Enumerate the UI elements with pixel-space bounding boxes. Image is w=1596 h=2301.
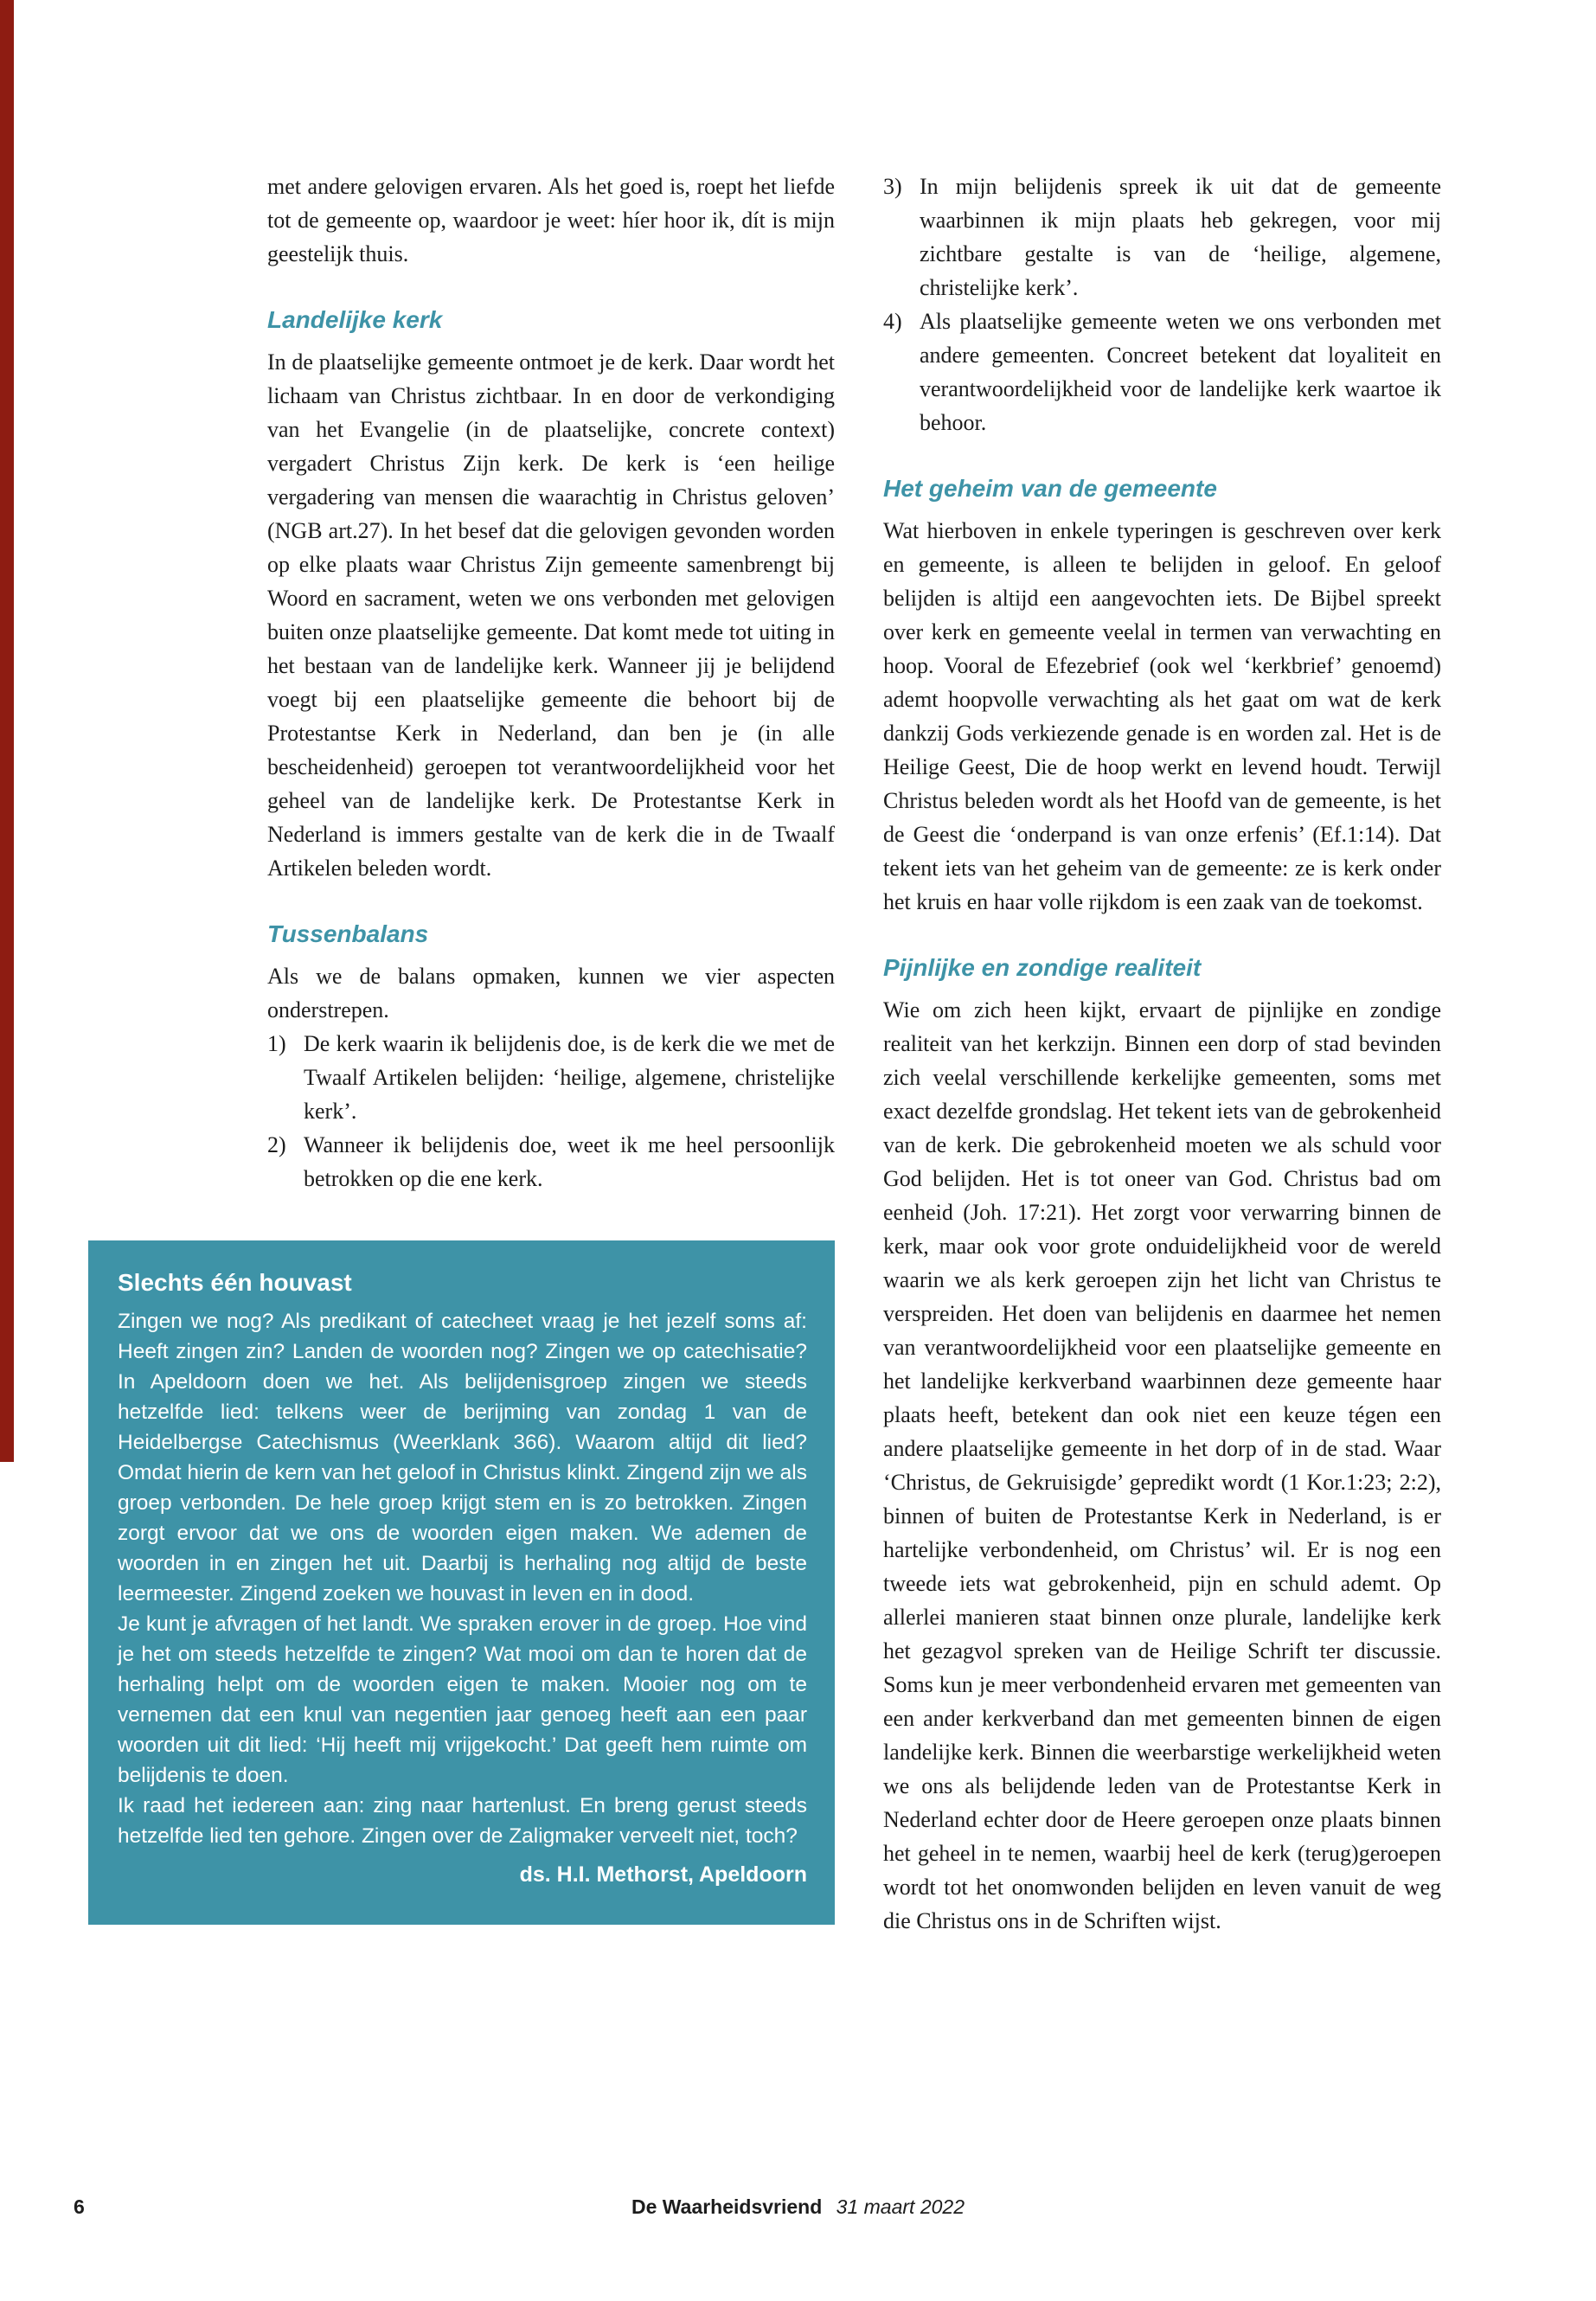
section-heading-pijnlijke-realiteit: Pijnlijke en zondige realiteit [883,954,1202,981]
section-heading-tussenbalans: Tussenbalans [267,920,429,947]
paragraph-geheim-gemeente: Wat hierboven in enkele typeringen is geschreven over kerk en gemeente, is alleen te belijden in geloof. En geloof belijden is altijd een aangevochten iets. De Bijbel spreekt over kerk en gemeente veelal in termen van verwachting en hoop. Vooral de Efezebrief (ook wel ‘kerkbrief’ genoemd) ademt hoopvolle verwachting als het gaat om wat de kerk dankzij Gods verkiezende genade is en worden zal. Het is de Heilige Geest, Die de hoop werkt en levend houdt. Terwijl Christus beleden wordt als het Hoofd van de gemeente, is het de Geest die ‘onderpand is van onze erfenis’ (Ef.1:14). Dat tekent iets van het geheim van de gemeente: ze is kerk onder het kruis en haar volle rijkdom is een zaak van de toekomst. [883,518,1441,914]
page-footer [0,2195,1596,2219]
list-item-4 [883,304,1441,439]
red-accent-bar [0,0,14,1462]
issue-date: 31 maart 2022 [836,2195,965,2218]
magazine-name: De Waarheidsvriend [631,2195,823,2218]
callout-box [88,1240,835,1925]
callout-author: ds. H.I. Methorst, Apeldoorn [519,1862,807,1887]
footer-center [0,2195,1596,2219]
list-marker: 2) [267,1132,286,1157]
left-column [118,170,835,1925]
right-column [883,170,1441,1938]
list-marker: 4) [883,309,902,334]
list-item-3 [883,170,1441,304]
callout-paragraph-1: Zingen we nog? Als predikant of catecheet vraag je het jezelf soms af: Heeft zingen zin? Landen de woorden nog? Zingen we op catechisatie? In Apeldoorn doen we het. Als belijdenisgroep zingen we steeds hetzelfde lied: telkens weer de berijming van zondag 1 van de Heidelbergse Catechismus (Weerklank 366). Waarom altijd dit lied? Omdat hierin de kern van het geloof in Christus klinkt. Zingend zijn we als groep verbonden. De hele groep krijgt stem en is zo betrokken. Zingen zorgt ervoor dat we ons de woorden eigen maken. We ademen de woorden in en zingen het uit. Daarbij is herhaling nog altijd de beste leermeester. Zingend zoeken we houvast in leven en in dood. [118,1310,807,1606]
paragraph-pijnlijke-realiteit: Wie om zich heen kijkt, ervaart de pijnlijke en zondige realiteit van het kerkzijn. Binnen een dorp of stad bevinden zich veelal verschillende kerkelijke gemeenten, soms met exact dezelfde grondslag. Het tekent iets van de gebrokenheid van de kerk. Die gebrokenheid moeten we als schuld voor God belijden. Het is tot oneer van God. Christus bad om eenheid (Joh. 17:21). Het zorgt voor verwarring binnen de kerk, maar ook voor grote onduidelijkheid voor de wereld waarin we als kerk geroepen zijn het licht van Christus te verspreiden. Het doen van belijdenis en daarmee het nemen van verantwoordelijkheid voor een plaatselijke gemeente en het landelijke kerkverband waarbinnen deze gemeente haar plaats heeft, betekent dan ook niet een keuze tégen een andere plaatselijke gemeente in het dorp of in de stad. Waar ‘Christus, de Gekruisigde’ gepredikt wordt (1 Kor.1:23; 2:2), binnen of buiten de Protestantse Kerk in Nederland, is er hartelijke verbondenheid, om Christus’ wil. Er is nog een tweede iets wat gebrokenheid, pijn en schuld ademt. Op allerlei manieren staat binnen onze plurale, landelijke kerk het gezagvol spreken van de Heilige Schrift ter discussie. Soms kun je meer verbondenheid ervaren met gemeenten van een ander kerkverband dan met gemeenten binnen de eigen landelijke kerk. Binnen die weerbarstige werkelijkheid weten we ons als belijdende leden van de Protestantse Kerk in Nederland echter door de Heere geroepen onze plaats binnen het geheel in te nemen, waarbij heel de kerk (terug)geroepen wordt tot het onomwonden belijden en leven vanuit de weg die Christus ons in de Schriften wijst. [883,997,1441,1933]
list-text: In mijn belijdenis spreek ik uit dat de gemeente waarbinnen ik mijn plaats heb gekregen, voor mij zichtbare gestalte is van de ‘heilige, algemene, christelijke kerk’. [920,174,1441,300]
numbered-list-1-2 [267,1027,835,1195]
callout-title: Slechts één houvast [118,1269,352,1296]
intro-paragraph: met andere gelovigen ervaren. Als het goed is, roept het liefde tot de gemeente op, waardoor je weet: híer hoor ik, dít is mijn geestelijk thuis. [267,174,835,266]
list-text: Wanneer ik belijdenis doe, weet ik me heel persoonlijk betrokken op die ene kerk. [304,1132,835,1191]
paragraph-tussenbalans: Als we de balans opmaken, kunnen we vier aspecten onderstrepen. [267,964,835,1022]
article-body [118,170,1441,1938]
list-item-2 [267,1128,835,1195]
list-text: De kerk waarin ik belijdenis doe, is de kerk die we met de Twaalf Artikelen belijden: ‘heilige, algemene, christelijke kerk’. [304,1031,835,1124]
list-marker: 3) [883,174,902,199]
section-heading-geheim-gemeente: Het geheim van de gemeente [883,475,1217,502]
list-marker: 1) [267,1031,286,1056]
list-text: Als plaatselijke gemeente weten we ons verbonden met andere gemeenten. Concreet betekent dat loyaliteit en verantwoordelijkheid voor de landelijke kerk waartoe ik behoor. [920,309,1441,435]
section-heading-landelijke-kerk: Landelijke kerk [267,306,443,333]
callout-paragraph-2: Je kunt je afvragen of het landt. We spraken erover in de groep. Hoe vind je het om steeds hetzelfde te zingen? Wat mooi om dan te horen dat de herhaling helpt om de woorden eigen te maken. Mooier nog om te vernemen dat een knul van negentien jaar genoeg heeft aan een paar woorden uit dit lied: ‘Hij heeft mij vrijgekocht.’ Dat geeft hem ruimte om belijdenis te doen. [118,1612,807,1787]
numbered-list-3-4 [883,170,1441,439]
callout-paragraph-3: Ik raad het iedereen aan: zing naar hartenlust. En breng gerust steeds hetzelfde lied ten gehore. Zingen over de Zaligmaker verveelt niet, toch? [118,1794,807,1848]
paragraph-landelijke-kerk: In de plaatselijke gemeente ontmoet je de kerk. Daar wordt het lichaam van Christus zichtbaar. In en door de verkondiging van het Evangelie (in de plaatselijke, concrete context) vergadert Christus Zijn kerk. De kerk is ‘een heilige vergadering van mensen die waarachtig in Christus geloven’ (NGB art.27). In het besef dat die gelovigen gevonden worden op elke plaats waar Christus Zijn gemeente samenbrengt bij Woord en sacrament, weten we ons verbonden met gelovigen buiten onze plaatselijke gemeente. Dat komt mede tot uiting in het bestaan van de landelijke kerk. Wanneer jij je belijdend voegt bij een plaatselijke gemeente die behoort bij de Protestantse Kerk in Nederland, dan ben je (in alle bescheidenheid) geroepen tot verantwoordelijkheid voor het geheel van de landelijke kerk. De Protestantse Kerk in Nederland is immers gestalte van de kerk die in de Twaalf Artikelen beleden wordt. [267,349,835,881]
list-item-1 [267,1027,835,1128]
page-number: 6 [74,2195,85,2218]
